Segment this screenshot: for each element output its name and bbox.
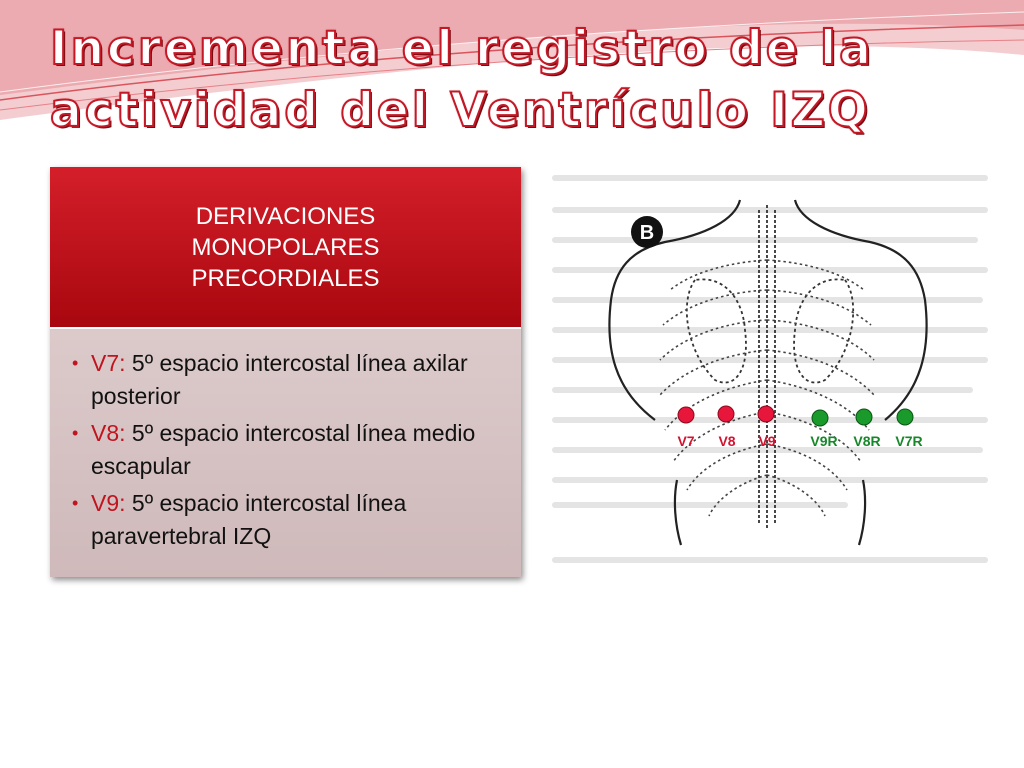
lead-code: V9:	[91, 490, 126, 516]
lead-label-v8: V8	[718, 433, 736, 449]
list-item-v7	[72, 347, 509, 413]
title-line-1: Incrementa el registro de la	[50, 21, 874, 76]
electrode-v7	[678, 407, 694, 423]
panel-letter-badge	[631, 216, 663, 248]
electrode-v7r	[897, 409, 913, 425]
lead-label-v7: V7	[677, 433, 695, 449]
header-line-1: DERIVACIONES	[195, 202, 376, 230]
card-body	[50, 329, 521, 577]
lead-label-v7r: V7R	[895, 433, 923, 449]
back-ecg-leads-figure	[545, 150, 990, 590]
lead-description: 5º espacio intercostal línea paravertebral IZQ	[91, 490, 407, 549]
lead-label-v8r: V8R	[853, 433, 881, 449]
header-line-2: MONOPOLARES	[191, 233, 380, 261]
lead-description: 5º espacio intercostal línea axilar posterior	[91, 350, 468, 409]
slide-title	[50, 18, 990, 142]
bullet-icon: •	[72, 353, 79, 373]
derivations-card	[50, 167, 521, 577]
lead-description: 5º espacio intercostal línea medio escapular	[91, 420, 476, 479]
panel-letter: B	[639, 222, 655, 244]
electrode-v8	[718, 406, 734, 422]
bullet-icon: •	[72, 493, 79, 513]
right-lead-electrodes	[810, 409, 922, 449]
lead-label-v9r: V9R	[810, 433, 838, 449]
card-header	[50, 167, 521, 329]
title-line-2: actividad del Ventrículo IZQ	[50, 83, 871, 138]
list-item-v8	[72, 417, 509, 483]
electrode-v9	[758, 406, 774, 422]
electrode-v9r	[812, 410, 828, 426]
lead-list	[50, 329, 521, 553]
lead-code: V8:	[91, 420, 126, 446]
bullet-icon: •	[72, 423, 79, 443]
lead-label-v9: V9	[758, 433, 776, 449]
list-item-v9	[72, 487, 509, 553]
left-lead-electrodes	[677, 406, 775, 449]
lead-code: V7:	[91, 350, 126, 376]
header-line-3: PRECORDIALES	[191, 264, 380, 292]
back-silhouette	[609, 200, 926, 545]
electrode-v8r	[856, 409, 872, 425]
